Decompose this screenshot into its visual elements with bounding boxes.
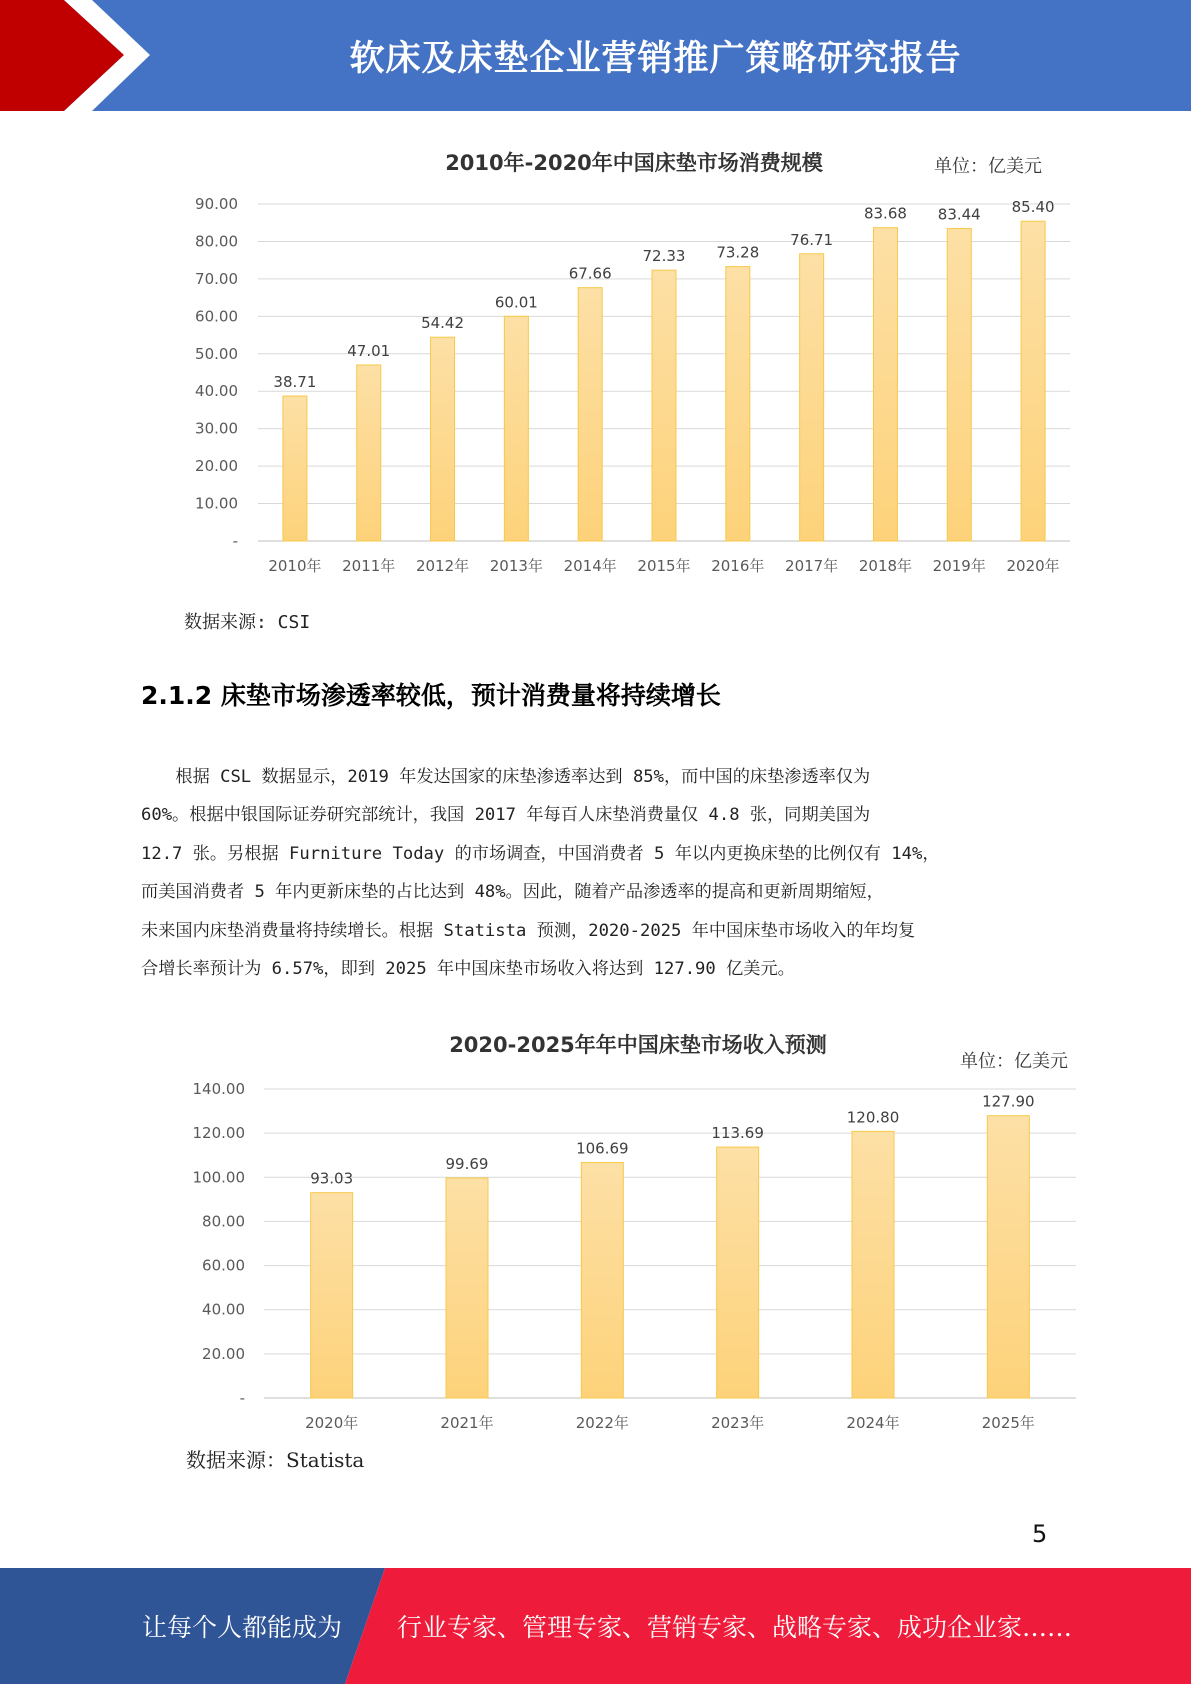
y-tick-label: 90.00 [195,195,238,213]
chart-2-svg [180,1030,1080,1442]
chart-1-unit: 单位：亿美元 [934,156,1042,177]
page-header [0,0,1191,111]
bar [717,1147,759,1398]
x-tick-label: 2012年 [415,557,470,575]
data-label: 93.03 [310,1169,354,1188]
paragraph-line: 根据 CSL 数据显示，2019 年发达国家的床垫渗透率达到 85%，而中国的床垫渗透率仅为 [141,767,871,787]
y-tick-label: 80.00 [195,232,238,251]
data-label: 72.33 [642,247,686,266]
chart-revenue-forecast-2020-2025 [180,1030,1080,1442]
data-label: 38.71 [273,373,317,392]
chart-1-title: 2010年-2020年中国床垫市场消费规模 [445,151,823,175]
page-footer [0,1568,1191,1684]
bar [800,254,824,541]
data-label: 85.40 [1011,198,1055,217]
bar [581,1163,623,1398]
y-tick-label: 20.00 [202,1344,245,1363]
x-tick-label: 2020年 [1006,557,1060,575]
paragraph-line: 合增长率预计为 6.57%，即到 2025 年中国床垫市场收入将达到 127.90 亿美元。 [141,958,795,979]
page-number: 5 [1032,1520,1048,1548]
y-tick-label: 80.00 [202,1212,245,1231]
y-tick-label: 140.00 [192,1080,245,1098]
y-tick-label: - [239,1389,245,1407]
section-heading: 2.1.2 床垫市场渗透率较低，预计消费量将持续增长 [141,681,721,710]
bar [1021,221,1045,541]
chart-1-svg [180,138,1080,588]
y-tick-label: 40.00 [195,382,238,401]
bar [873,228,897,541]
bar [431,337,455,541]
x-tick-label: 2018年 [858,557,913,575]
x-tick-label: 2010年 [268,557,322,575]
paragraph-line: 未来国内床垫消费量将持续增长。根据 Statista 预测，2020-2025 年中国床垫市场收入的年均复 [141,920,916,941]
y-tick-label: 70.00 [195,269,238,288]
y-tick-label: 120.00 [192,1124,245,1143]
x-tick-label: 2017年 [785,557,839,575]
y-tick-label: 60.00 [202,1256,245,1275]
footer-slogan-left: 让每个人都能成为 [142,1613,343,1642]
report-title: 软床及床垫企业营销推广策略研究报告 [349,38,962,79]
bar [852,1131,894,1398]
data-label: 120.80 [846,1108,900,1127]
data-label: 60.01 [494,293,538,312]
data-label: 106.69 [576,1139,629,1158]
x-tick-label: 2015年 [637,557,691,575]
x-tick-label: 2019年 [932,557,986,575]
y-tick-label: 20.00 [195,457,238,476]
x-tick-label: 2011年 [342,557,396,575]
paragraph-line: 12.7 张。另根据 Furniture Today 的市场调查，中国消费者 5 年以内更换床垫的比例仅有 14%， [141,843,940,864]
chart-consumption-2010-2020 [180,138,1080,588]
data-label: 54.42 [421,314,465,333]
bar [283,396,307,541]
x-tick-label: 2025年 [981,1414,1035,1432]
bar [652,270,676,541]
y-tick-label: 10.00 [195,494,238,513]
x-tick-label: 2016年 [711,557,765,575]
bar [726,267,750,541]
chart-2-title: 2020-2025年年中国床垫市场收入预测 [449,1033,827,1057]
x-tick-label: 2022年 [575,1414,629,1432]
bar [357,365,381,541]
body-paragraph [141,758,1061,988]
x-tick-label: 2014年 [563,557,617,575]
y-tick-label: - [232,532,238,550]
paragraph-line: 而美国消费者 5 年内更新床垫的占比达到 48%。因此，随着产品渗透率的提高和更新周期缩短， [141,882,884,903]
y-tick-label: 40.00 [202,1300,245,1319]
chart-2-unit: 单位：亿美元 [960,1051,1068,1072]
y-tick-label: 50.00 [195,344,238,363]
x-tick-label: 2023年 [711,1414,765,1432]
y-tick-label: 30.00 [195,419,238,438]
footer-slogan-right: 行业专家、管理专家、营销专家、战略专家、成功企业家…… [397,1613,1073,1642]
bar [446,1178,488,1398]
x-tick-label: 2020年 [305,1414,359,1432]
x-tick-label: 2024年 [846,1414,900,1432]
data-label: 83.68 [863,204,907,223]
data-label: 73.28 [716,243,760,262]
x-tick-label: 2013年 [489,557,543,575]
bar [578,288,602,541]
y-tick-label: 60.00 [195,307,238,326]
x-tick-label: 2021年 [440,1414,494,1432]
bar [987,1116,1029,1398]
data-label: 67.66 [568,264,612,283]
data-label: 127.90 [982,1092,1035,1111]
bar [947,229,971,541]
chart-2-source: 数据来源：Statista [186,1448,365,1472]
data-label: 113.69 [711,1124,764,1143]
bar [504,316,528,541]
bar [311,1193,353,1398]
y-tick-label: 100.00 [192,1168,245,1187]
paragraph-line: 60%。根据中银国际证券研究部统计，我国 2017 年每百人床垫消费量仅 4.8 张，同期美国为 [141,805,871,826]
data-label: 76.71 [790,230,834,249]
data-label: 99.69 [445,1154,489,1173]
data-label: 47.01 [347,341,391,360]
chart-1-source: 数据来源: CSI [184,612,311,633]
data-label: 83.44 [937,205,981,224]
